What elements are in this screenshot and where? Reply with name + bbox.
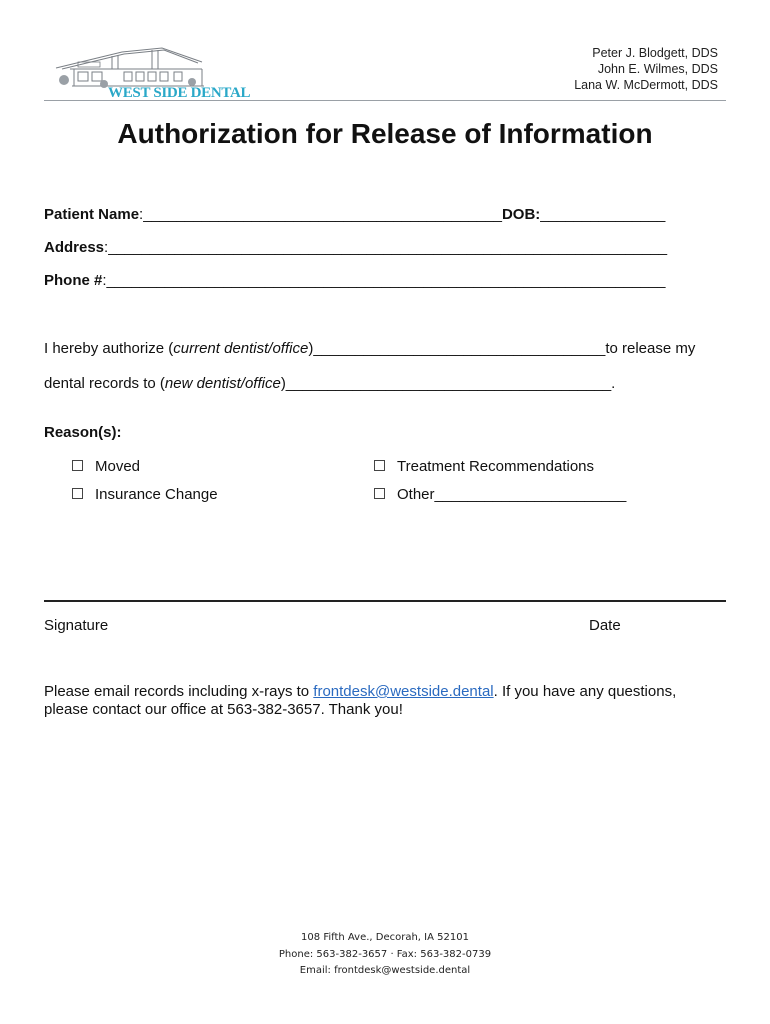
reason-option-insurance[interactable]: [72, 486, 218, 503]
west-side-dental-logo: [52, 42, 251, 101]
phone-field[interactable]: [44, 272, 665, 289]
auth-prefix-2: dental records to (: [44, 375, 165, 392]
checkbox-icon[interactable]: [72, 460, 83, 471]
footer-email: Email: frontdesk@westside.dental: [299, 965, 471, 976]
reason-option-label[interactable]: Other_______________________: [397, 486, 627, 503]
doctor-name: Peter J. Blodgett, DDS: [592, 46, 718, 60]
address-blank[interactable]: :___________________________________________________________________: [104, 239, 668, 256]
checkbox-icon[interactable]: [72, 488, 83, 499]
patient-name-blank[interactable]: :___________________________________________: [139, 206, 502, 223]
note-prefix: Please email records including x-rays to: [44, 683, 314, 700]
authorization-line-2: [44, 375, 615, 392]
page-title: Authorization for Release of Information: [117, 118, 653, 149]
current-dentist-blank[interactable]: )___________________________________: [308, 340, 606, 357]
address-field[interactable]: [44, 239, 667, 256]
dob-label: DOB:: [501, 206, 541, 223]
footer-phone-fax: Phone: 563-382-3657 · Fax: 563-382-0739: [278, 948, 492, 960]
patient-name-label: Patient Name: [44, 206, 140, 223]
checkbox-icon[interactable]: [374, 488, 385, 499]
reason-option-label: Moved: [95, 458, 141, 475]
reason-option-treatment[interactable]: [374, 458, 594, 475]
new-dentist-hint: new dentist/office: [164, 375, 281, 392]
note-suffix: . If you have any questions, please contact our office at 563-382-3657. Thank you!: [44, 683, 677, 718]
instructions-note: [44, 683, 724, 719]
email-link[interactable]: frontdesk@westside.dental: [313, 683, 494, 700]
new-dentist-blank[interactable]: )_______________________________________.: [280, 375, 616, 392]
header-divider: [44, 100, 726, 101]
checkbox-icon[interactable]: [374, 460, 385, 471]
doctor-name: Lana W. McDermott, DDS: [574, 78, 718, 92]
reason-option-other[interactable]: [374, 486, 626, 503]
reason-option-label: Treatment Recommendations: [397, 458, 595, 475]
signature-line[interactable]: [44, 600, 726, 602]
reason-option-moved[interactable]: [72, 458, 140, 475]
dob-blank[interactable]: _______________: [540, 206, 666, 223]
reasons-label: Reason(s):: [44, 424, 122, 441]
authorization-line-1: [44, 340, 695, 357]
doctor-name: John E. Wilmes, DDS: [597, 62, 718, 76]
address-label: Address: [44, 239, 105, 256]
phone-label: Phone #: [44, 272, 103, 289]
phone-blank[interactable]: :___________________________________________________________________: [102, 272, 666, 289]
reason-option-label: Insurance Change: [95, 486, 218, 503]
date-label: Date: [589, 617, 621, 634]
current-dentist-hint: current dentist/office: [173, 340, 309, 357]
logo-text: WEST SIDE DENTAL: [108, 85, 251, 101]
footer: [0, 930, 770, 980]
auth-prefix: I hereby authorize (: [44, 340, 174, 357]
patient-name-field[interactable]: [44, 206, 665, 223]
auth-suffix: to release my: [605, 340, 696, 357]
doctor-list: [574, 45, 718, 93]
footer-address: 108 Fifth Ave., Decorah, IA 52101: [301, 932, 469, 943]
signature-label: Signature: [44, 617, 109, 634]
